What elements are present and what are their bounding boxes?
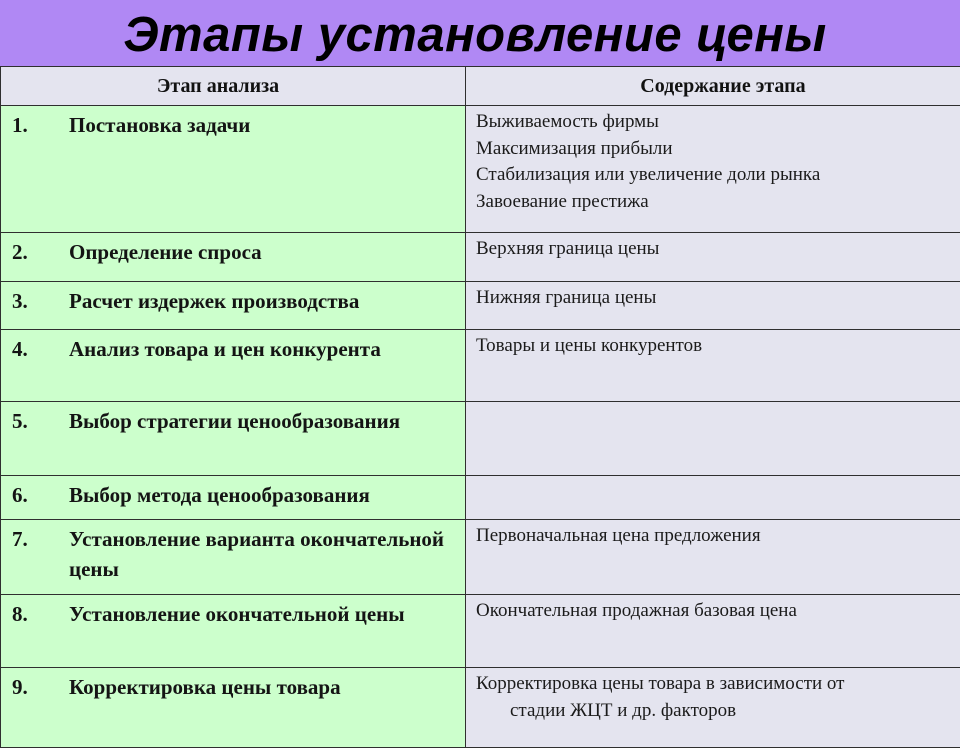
stage-number: 7. (1, 524, 69, 584)
stage-cell (1, 402, 466, 476)
table-body (1, 106, 960, 748)
content-cell (466, 520, 960, 595)
stage-name: Определение спроса (69, 237, 465, 267)
content-cell (466, 668, 960, 748)
content-line: Корректировка цены товара в зависимости от (476, 671, 954, 698)
table-row (1, 476, 960, 520)
stage-number: 5. (1, 406, 69, 436)
stage-number: 1. (1, 110, 69, 140)
content-cell (466, 106, 960, 233)
stage-number: 2. (1, 237, 69, 267)
stage-name: Выбор метода ценообразования (69, 480, 465, 510)
content-line: Первоначальная цена предложения (476, 523, 954, 550)
stage-cell (1, 595, 466, 668)
stage-name: Расчет издержек производства (69, 286, 465, 316)
content-line: Нижняя граница цены (476, 285, 954, 312)
stage-name: Постановка задачи (69, 110, 465, 140)
stage-cell (1, 233, 466, 282)
stage-cell (1, 106, 466, 233)
content-line: Окончательная продажная базовая цена (476, 598, 954, 625)
content-cell (466, 595, 960, 668)
content-line: Выживаемость фирмы (476, 109, 954, 136)
content-cell (466, 402, 960, 476)
stage-number: 6. (1, 480, 69, 510)
stage-number: 9. (1, 672, 69, 702)
stages-table-container (0, 66, 960, 720)
page-title: Этапы установление цены (0, 0, 960, 66)
column-header-content: Содержание этапа (466, 67, 960, 106)
content-line: стадии ЖЦТ и др. факторов (476, 698, 954, 725)
stage-number: 8. (1, 599, 69, 629)
content-line: Завоевание престижа (476, 189, 954, 216)
stage-cell (1, 476, 466, 520)
table-row (1, 668, 960, 748)
stages-table (0, 66, 960, 748)
stage-name: Выбор стратегии ценообразования (69, 406, 465, 436)
table-row (1, 282, 960, 330)
table-row (1, 233, 960, 282)
stage-name: Установление варианта окончательной цены (69, 524, 465, 584)
table-row (1, 330, 960, 402)
stage-name: Корректировка цены товара (69, 672, 465, 702)
content-cell (466, 233, 960, 282)
content-line: Стабилизация или увеличение доли рынка (476, 162, 954, 189)
stage-cell (1, 282, 466, 330)
content-line: Верхняя граница цены (476, 236, 954, 263)
content-line: Товары и цены конкурентов (476, 333, 954, 360)
stage-number: 3. (1, 286, 69, 316)
table-row (1, 595, 960, 668)
table-row (1, 520, 960, 595)
table-row (1, 106, 960, 233)
stage-cell (1, 330, 466, 402)
stage-name: Анализ товара и цен конкурента (69, 334, 465, 364)
column-header-stage: Этап анализа (1, 67, 466, 106)
stage-cell (1, 668, 466, 748)
table-row (1, 402, 960, 476)
table-header-row (1, 67, 960, 106)
content-cell (466, 330, 960, 402)
content-cell (466, 476, 960, 520)
stage-number: 4. (1, 334, 69, 364)
content-line: Максимизация прибыли (476, 136, 954, 163)
stage-cell (1, 520, 466, 595)
stage-name: Установление окончательной цены (69, 599, 465, 629)
content-cell (466, 282, 960, 330)
